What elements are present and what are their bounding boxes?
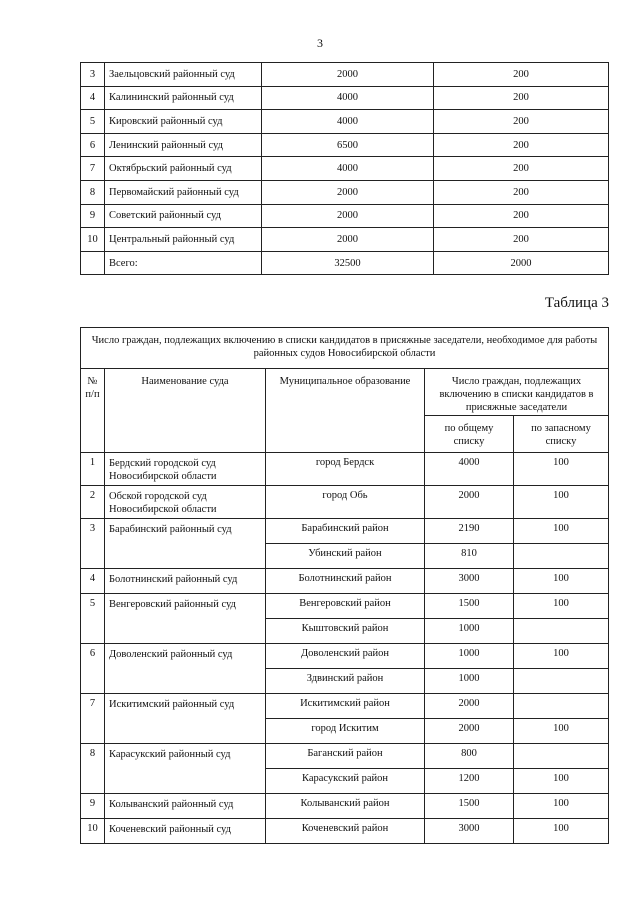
total-main: 32500	[262, 251, 434, 275]
court-name: Заельцовский районный суд	[105, 63, 262, 87]
main-list-count: 3000	[425, 569, 514, 594]
table-row	[81, 519, 609, 544]
main-list-count: 2000	[262, 180, 434, 204]
header-municipality: Муниципальное образование	[266, 369, 425, 453]
table-row	[81, 453, 609, 486]
table-row	[81, 63, 609, 87]
table-row	[81, 794, 609, 819]
reserve-list-count: 200	[434, 180, 609, 204]
table-3-title-row	[81, 328, 609, 369]
reserve-list-count: 100	[514, 769, 609, 794]
header-count: Число граждан, подлежащих включению в списки кандидатов в присяжные заседатели	[425, 369, 609, 416]
municipality: Кыштовский район	[266, 619, 425, 644]
main-list-count: 800	[425, 744, 514, 769]
municipality: Коченевский район	[266, 819, 425, 844]
header-court: Наименование суда	[105, 369, 266, 453]
reserve-list-count: 100	[514, 644, 609, 669]
table-3-title: Число граждан, подлежащих включению в списки кандидатов в присяжные заседатели, необходимое для работы районных судов Новосибирской области	[81, 328, 609, 369]
municipality: Колыванский район	[266, 794, 425, 819]
reserve-list-count: 200	[434, 63, 609, 87]
table-row	[81, 204, 609, 228]
row-number: 10	[81, 228, 105, 252]
court-name: Коченевский районный суд	[105, 819, 266, 844]
row-number: 8	[81, 744, 105, 794]
table-row	[81, 569, 609, 594]
reserve-list-count	[514, 669, 609, 694]
reserve-list-count: 100	[514, 486, 609, 519]
table-row	[81, 180, 609, 204]
reserve-list-count: 200	[434, 86, 609, 110]
page-number: 3	[317, 36, 323, 50]
court-name: Доволенский районный суд	[105, 644, 266, 694]
reserve-list-count: 100	[514, 794, 609, 819]
table-row	[81, 819, 609, 844]
table-2-body	[81, 63, 609, 275]
reserve-list-count: 200	[434, 133, 609, 157]
municipality: Болотнинский район	[266, 569, 425, 594]
main-list-count: 2000	[425, 719, 514, 744]
main-list-count: 2000	[262, 204, 434, 228]
reserve-list-count: 100	[514, 519, 609, 544]
row-number: 9	[81, 794, 105, 819]
table-row	[81, 744, 609, 769]
main-list-count: 1500	[425, 794, 514, 819]
row-number: 4	[81, 569, 105, 594]
reserve-list-count: 200	[434, 204, 609, 228]
table-3-label: Таблица 3	[544, 295, 609, 311]
reserve-list-count	[514, 694, 609, 719]
table-row	[81, 228, 609, 252]
table-3-header-row	[81, 369, 609, 416]
reserve-list-count	[514, 544, 609, 569]
row-number: 3	[81, 63, 105, 87]
row-number: 7	[81, 694, 105, 744]
row-number: 5	[81, 594, 105, 644]
main-list-count: 1500	[425, 594, 514, 619]
table-3	[80, 327, 609, 844]
municipality: Здвинский район	[266, 669, 425, 694]
main-list-count: 4000	[262, 110, 434, 134]
court-name: Советский районный суд	[105, 204, 262, 228]
row-number: 3	[81, 519, 105, 569]
court-name: Обской городской суд Новосибирской области	[105, 486, 266, 519]
main-list-count: 4000	[262, 157, 434, 181]
reserve-list-count	[514, 744, 609, 769]
total-label: Всего:	[105, 251, 262, 275]
main-list-count: 4000	[425, 453, 514, 486]
reserve-list-count: 200	[434, 110, 609, 134]
table-row	[81, 694, 609, 719]
row-number: 6	[81, 644, 105, 694]
reserve-list-count: 100	[514, 719, 609, 744]
row-number: 8	[81, 180, 105, 204]
main-list-count: 2000	[425, 486, 514, 519]
main-list-count: 810	[425, 544, 514, 569]
total-reserve: 2000	[434, 251, 609, 275]
municipality: город Бердск	[266, 453, 425, 486]
table-row	[81, 486, 609, 519]
municipality: Доволенский район	[266, 644, 425, 669]
row-number: 4	[81, 86, 105, 110]
court-name: Октябрьский районный суд	[105, 157, 262, 181]
municipality: Убинский район	[266, 544, 425, 569]
header-main-list: по общему списку	[425, 416, 514, 453]
court-name: Бердский городской суд Новосибирской области	[105, 453, 266, 486]
municipality: Карасукский район	[266, 769, 425, 794]
total-row	[81, 251, 609, 275]
main-list-count: 2000	[262, 63, 434, 87]
main-list-count: 6500	[262, 133, 434, 157]
table-row	[81, 86, 609, 110]
main-list-count: 1000	[425, 669, 514, 694]
main-list-count: 1000	[425, 619, 514, 644]
total-number-cell	[81, 251, 105, 275]
court-name: Ленинский районный суд	[105, 133, 262, 157]
municipality: Искитимский район	[266, 694, 425, 719]
row-number: 7	[81, 157, 105, 181]
reserve-list-count: 100	[514, 569, 609, 594]
row-number: 6	[81, 133, 105, 157]
municipality: город Обь	[266, 486, 425, 519]
court-name: Искитимский районный суд	[105, 694, 266, 744]
municipality: Венгеровский район	[266, 594, 425, 619]
reserve-list-count	[514, 619, 609, 644]
table-row	[81, 594, 609, 619]
main-list-count: 4000	[262, 86, 434, 110]
reserve-list-count: 100	[514, 453, 609, 486]
municipality: город Искитим	[266, 719, 425, 744]
header-reserve-list: по запасному списку	[514, 416, 609, 453]
court-name: Центральный районный суд	[105, 228, 262, 252]
row-number: 1	[81, 453, 105, 486]
reserve-list-count: 200	[434, 157, 609, 181]
table-row	[81, 133, 609, 157]
court-name: Карасукский районный суд	[105, 744, 266, 794]
row-number: 2	[81, 486, 105, 519]
court-name: Первомайский районный суд	[105, 180, 262, 204]
court-name: Болотнинский районный суд	[105, 569, 266, 594]
main-list-count: 3000	[425, 819, 514, 844]
header-num: № п/п	[81, 369, 105, 453]
municipality: Барабинский район	[266, 519, 425, 544]
reserve-list-count: 100	[514, 594, 609, 619]
table-2-continuation	[80, 62, 609, 275]
court-name: Венгеровский районный суд	[105, 594, 266, 644]
court-name: Кировский районный суд	[105, 110, 262, 134]
row-number: 5	[81, 110, 105, 134]
court-name: Барабинский районный суд	[105, 519, 266, 569]
table-row	[81, 110, 609, 134]
table-3-body	[81, 328, 609, 844]
row-number: 9	[81, 204, 105, 228]
reserve-list-count: 200	[434, 228, 609, 252]
court-name: Калининский районный суд	[105, 86, 262, 110]
table-row	[81, 157, 609, 181]
court-name: Колыванский районный суд	[105, 794, 266, 819]
table-row	[81, 644, 609, 669]
main-list-count: 2000	[425, 694, 514, 719]
main-list-count: 1000	[425, 644, 514, 669]
municipality: Баганский район	[266, 744, 425, 769]
main-list-count: 2190	[425, 519, 514, 544]
reserve-list-count: 100	[514, 819, 609, 844]
main-list-count: 2000	[262, 228, 434, 252]
main-list-count: 1200	[425, 769, 514, 794]
row-number: 10	[81, 819, 105, 844]
